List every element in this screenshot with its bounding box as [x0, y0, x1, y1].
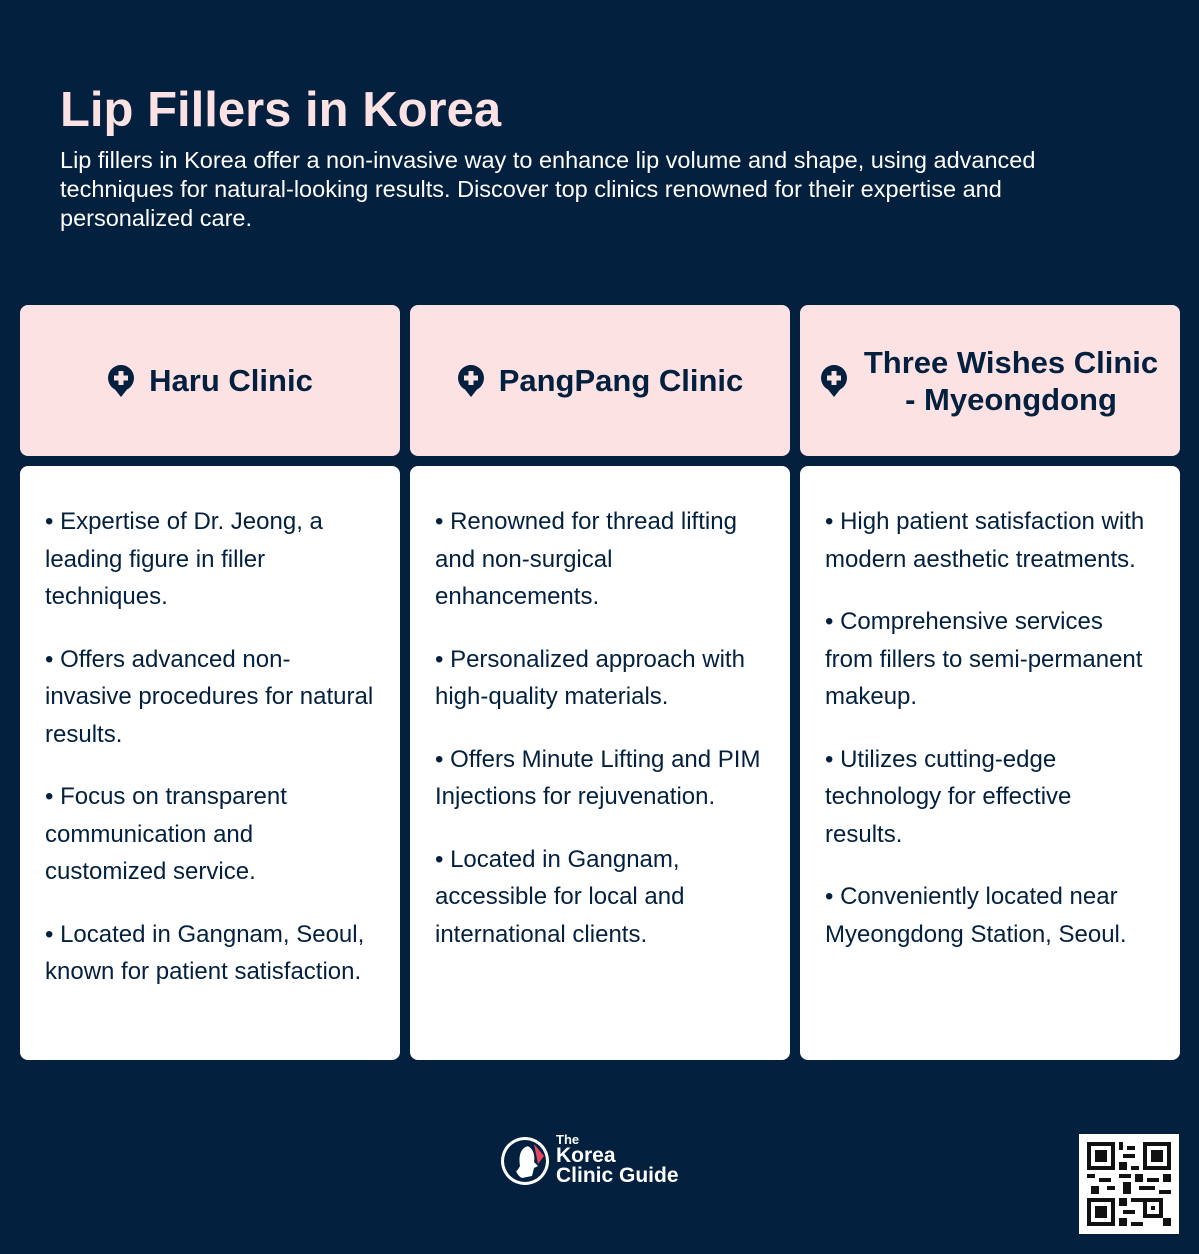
brand-logo: [500, 1133, 679, 1186]
brand-name: The Korea Clinic Guide: [556, 1132, 679, 1187]
clinic-name: Three Wishes Clinic - Myeongdong: [863, 344, 1159, 417]
clinic-name: PangPang Clinic: [498, 363, 744, 398]
clinic-point: • Comprehensive services from fillers to semi-permanent makeup.: [825, 608, 1143, 710]
clinic-point: • Conveniently located near Myeongdong Station, Seoul.: [825, 883, 1127, 948]
medical-pin-icon: [820, 364, 848, 398]
header: [60, 80, 1140, 233]
clinic-column-pangpang: [410, 305, 790, 1060]
clinic-header: [410, 305, 790, 456]
clinic-columns: [20, 305, 1180, 1060]
page-subtitle: Lip fillers in Korea offer a non-invasive way to enhance lip volume and shape, using advanced techniques for natural-looking results. Discover top clinics renowned for their expertise and personalized care.: [60, 147, 1036, 231]
clinic-point: • Focus on transparent communication and customized service.: [45, 783, 287, 885]
clinic-point: • Located in Gangnam, accessible for local and international clients.: [435, 845, 685, 948]
clinic-details: [410, 466, 790, 1060]
clinic-point: • Offers advanced non-invasive procedures for natural results.: [45, 645, 374, 748]
page-title: Lip Fillers in Korea: [60, 83, 502, 137]
clinic-header: [800, 305, 1180, 456]
clinic-name: Haru Clinic: [149, 363, 313, 398]
clinic-details: [20, 466, 400, 1060]
qr-code-icon[interactable]: [1079, 1134, 1179, 1234]
clinic-point: • Personalized approach with high-quality materials.: [435, 645, 745, 710]
clinic-point: • Renowned for thread lifting and non-surgical enhancements.: [435, 508, 737, 610]
clinic-point: • High patient satisfaction with modern aesthetic treatments.: [825, 508, 1145, 573]
clinic-point: • Expertise of Dr. Jeong, a leading figure in filler techniques.: [45, 508, 323, 610]
clinic-point: • Utilizes cutting-edge technology for effective results.: [825, 745, 1072, 848]
medical-pin-icon: [457, 364, 485, 398]
clinic-column-haru: [20, 305, 400, 1060]
clinic-column-three-wishes: [800, 305, 1180, 1060]
clinic-header: [20, 305, 400, 456]
clinic-point: • Offers Minute Lifting and PIM Injections for rejuvenation.: [435, 745, 761, 810]
woman-profile-logo-icon: [500, 1134, 550, 1186]
clinic-point: • Located in Gangnam, Seoul, known for patient satisfaction.: [45, 920, 365, 985]
medical-pin-icon: [107, 364, 135, 398]
clinic-details: [800, 466, 1180, 1060]
